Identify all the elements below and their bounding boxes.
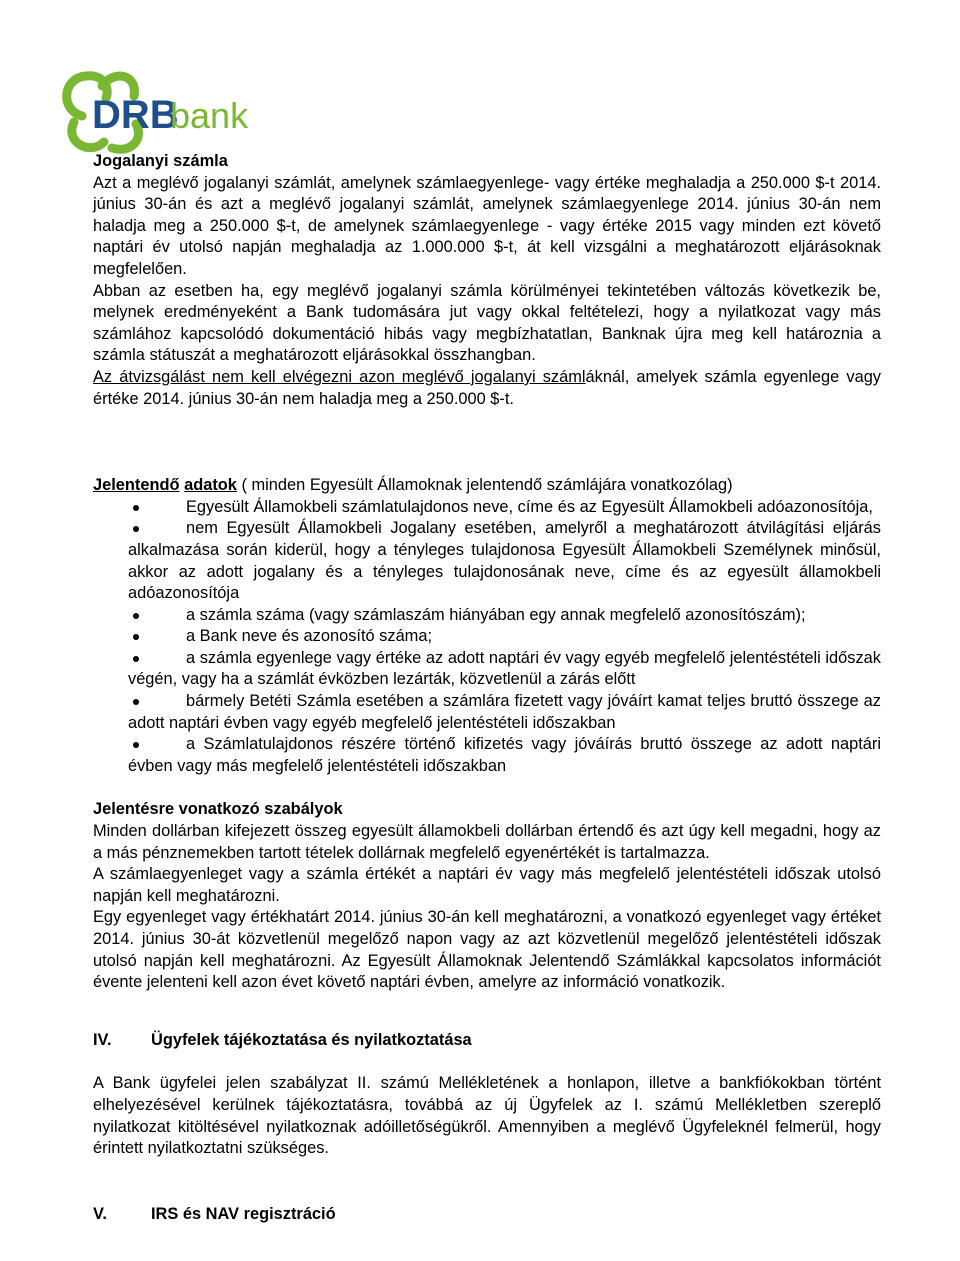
heading-subtitle: ( minden Egyesült Államoknak jelentendő számlájára vonatkozólag) — [236, 476, 733, 495]
paragraph: Minden dollárban kifejezett összeg egyesült államokbeli dollárban értendő és azt úgy kell megadni, hogy az a más pénznemekben tartott tételek dollárnak megfelelő egyenértékét is tartalmazza. — [93, 822, 881, 862]
section-heading-jelentendo — [93, 475, 881, 497]
list-item: bármely Betéti Számla esetében a számlára fizetett vagy jóváírt kamat teljes bruttó összege az adott naptári évben vagy egyéb megfelelő jelentéstételi időszakban — [128, 692, 881, 732]
bullet-icon — [133, 634, 139, 640]
list-item: nem Egyesült Államokbeli Jogalany esetében, amelyről a meghatározott átvilágítási eljárás alkalmazása során kiderül, hogy a tényleges tulajdonosa Egyesült Államokbeli Személynek minősül, akkor az adott jogalany és a tényleges tulajdonosának neve, címe és az egyesült államokbeli adóazonosítója — [128, 519, 881, 603]
data-list — [93, 497, 881, 778]
paragraph: Azt a meglévő jogalanyi számlát, amelynek számlaegyenlege- vagy értéke meghaladja a 250.000 $-t 2014. június 30-án és azt a meglévő jogalanyi számlát, amelynek számlaegyenlege 2014. június 30-án nem haladja meg a 250.000 $-t, de amelynek számlaegyenlege - vagy értéke 2015 vagy minden ezt követő naptári év utolsó napján meghaladja az 1.000.000 $-t, át kell vizsgálni a meghatározott eljárásoknak megfelelően. — [93, 173, 881, 278]
section-number: IV. — [93, 1030, 112, 1049]
section-heading-v — [93, 1204, 881, 1226]
list-item: a Számlatulajdonos részére történő kifizetés vagy jóváírás bruttó összege az adott naptári évben vagy más megfelelő jelentéstételi időszakban — [128, 735, 881, 775]
list-item: a Bank neve és azonosító száma; — [93, 626, 881, 648]
paragraph-text: áknál, amelyek számla egyenlege vagy értéke 2014. június 30-án nem haladja meg a 250.000 $-t. — [93, 367, 882, 408]
section-heading-iv — [93, 1030, 881, 1052]
paragraph — [93, 367, 881, 410]
list-item: Egyesült Államokbeli számlatulajdonos neve, címe és az Egyesült Államokbeli adóazonosítója, — [93, 497, 881, 519]
list-item: a számla egyenlege vagy értéke az adott naptári év vagy egyéb megfelelő jelentéstételi időszak végén, vagy ha a számlát évközben lezárták, közvetlenül a zárás előtt — [128, 648, 881, 689]
bullet-icon — [133, 505, 139, 511]
heading-word-jelentendo: Jelentendő — [93, 476, 180, 495]
section-title-jogalanyi: Jogalanyi számla — [93, 152, 228, 170]
list-item: a számla száma (vagy számlaszám hiányában egy annak megfelelő azonosítószám); — [93, 605, 881, 627]
paragraph: Abban az esetben ha, egy meglévő jogalanyi számla körülményei tekintetében változás következik be, melynek eredményeként a Bank tudomására jut vagy okkal feltételezi, hogy a nyilatkozat vagy más számlához kapcsolódó dokumentáció hibás vagy megbízhatatlan, Banknak újra meg kell határoznia a számla státuszát a meghatározott eljárásokkal összhangban. — [93, 281, 881, 365]
section-title: IRS és NAV regisztráció — [151, 1204, 336, 1223]
document-body — [93, 151, 881, 1225]
section-title: Ügyfelek tájékoztatása és nyilatkoztatása — [151, 1030, 472, 1049]
heading-word-adatok: adatok — [184, 476, 237, 495]
bullet-icon — [133, 613, 139, 619]
bullet-icon — [133, 656, 139, 662]
paragraph: A Bank ügyfelei jelen szabályzat II. számú Mellékletének a honlapon, illetve a bankfiókokban történt elhelyezésével kerülnek tájékoztatásra, továbbá az új Ügyfelek az I. számú Mellékletben szereplő nyilatkozat kitöltésével nyilatkoznak adóilletőségükről. Amennyiben a meglévő Ügyfeleknél felmerül, hogy érintett nyilatkoztatni szükséges. — [93, 1074, 881, 1158]
underlined-text: Az átvizsgálást nem kell elvégezni azon meglévő jogalanyi száml — [93, 367, 586, 386]
bullet-icon — [133, 526, 139, 532]
drb-bank-logo — [52, 58, 262, 160]
paragraph: A számlaegyenleget vagy a számla értékét a naptári év vagy más megfelelő jelentéstételi időszak utolsó napján kell meghatározni. — [93, 865, 881, 905]
logo-bank-text: bank — [170, 95, 249, 136]
logo-drb-text: DRB — [92, 93, 179, 137]
bullet-icon — [133, 742, 139, 748]
paragraph: Egy egyenleget vagy értékhatárt 2014. június 30-án kell meghatározni, a vonatkozó egyenleget vagy értéket 2014. június 30-át közvetlenül megelőző napon vagy az azt közvetlenül megelőző jelentéstételi időszak utolsó napján kell meghatározni. Az Egyesült Államoknak Jelentendő Számlákkal kapcsolatos információt évente jelenteni kell azon évet követő naptári évben, amelyre az információ vonatkozik. — [93, 908, 881, 992]
section-title-szabalyok: Jelentésre vonatkozó szabályok — [93, 800, 343, 819]
section-number: V. — [93, 1204, 107, 1223]
bullet-icon — [133, 699, 139, 705]
